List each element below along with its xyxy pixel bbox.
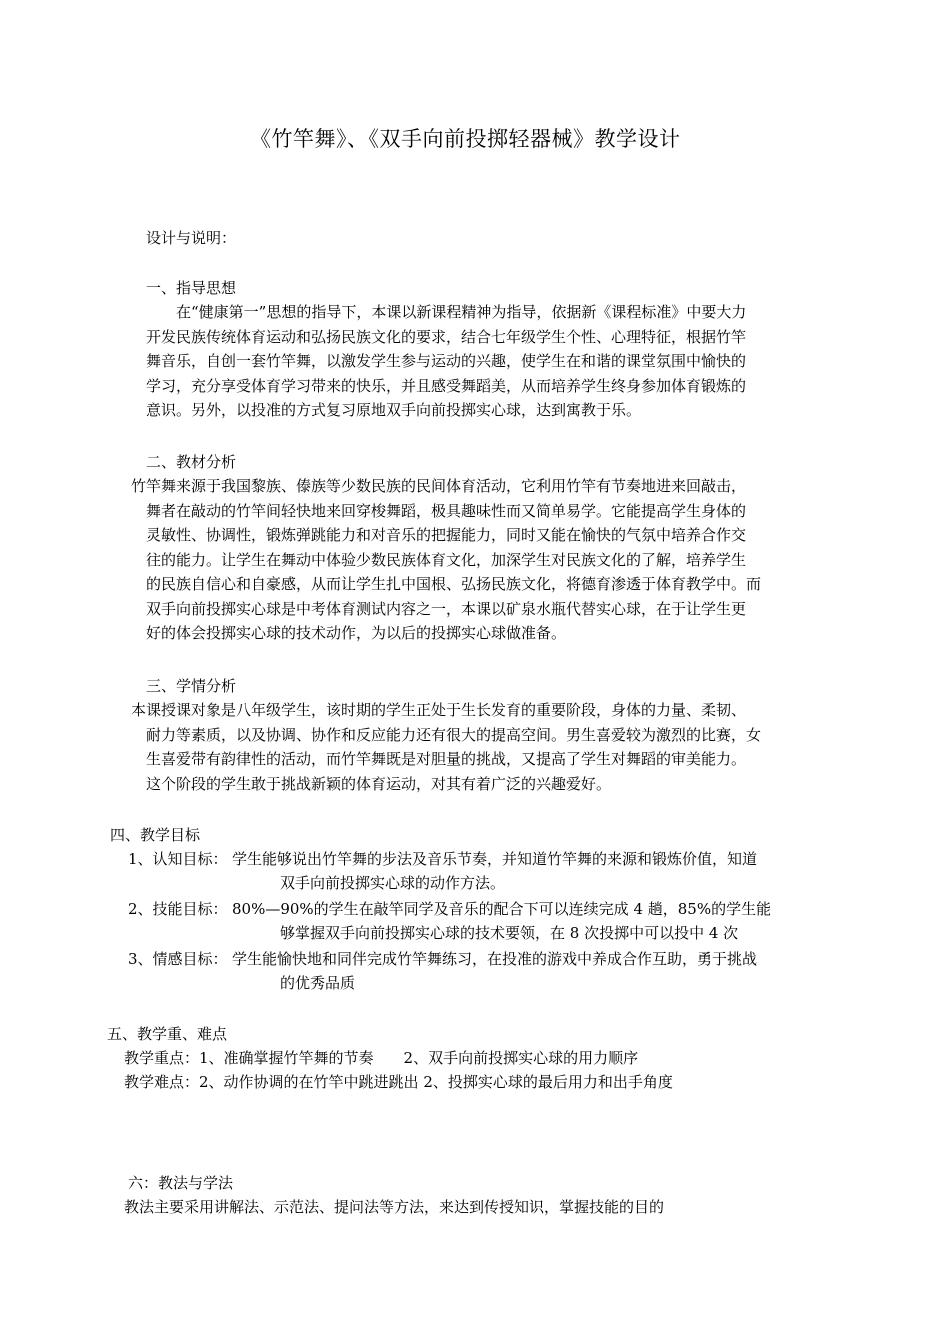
section-3-line: 这个阶段的学生敢于挑战新颖的体育运动，对其有着广泛的兴趣爱好。 xyxy=(146,774,612,793)
objective-emotion-text: 学生能愉快地和同伴完成竹竿舞练习，在投准的游戏中养成合作互助，勇于挑战 xyxy=(232,950,758,968)
objective-skill-label: 2、技能目标： xyxy=(128,900,228,918)
objective-skill-text: 80%—90%的学生在敲竿同学及音乐的配合下可以连续完成 4 趟，85%的学生能 xyxy=(232,900,772,918)
section-2-line: 灵敏性、协调性，锻炼弹跳能力和对音乐的把握能力，同时又能在愉快的气氛中培养合作交 xyxy=(146,526,747,544)
section-1-line: 开发民族传统体育运动和弘扬民族文化的要求，结合七年级学生个性、心理特征，根据竹竿 xyxy=(146,327,747,346)
page-title: 《竹竿舞》、《双手向前投掷轻器械》教学设计 xyxy=(250,127,681,151)
section-4-heading: 四、教学目标 xyxy=(110,826,201,844)
section-2-line: 的民族自信心和自豪感，从而让学生扎中国根、弘扬民族文化，将德育渗透于体育教学中。而 xyxy=(146,575,762,593)
section-2-heading: 二、教材分析 xyxy=(146,453,237,471)
key-points: 教学重点：1、准确掌握竹竿舞的节奏 2、双手向前投掷实心球的用力顺序 xyxy=(124,1049,639,1067)
section-2-line: 好的体会投掷实心球的技术动作，为以后的投掷实心球做准备。 xyxy=(146,624,567,642)
section-1-line: 意识。另外，以投准的方式复习原地双手向前投掷实心球，达到寓教于乐。 xyxy=(146,401,642,419)
section-2-line: 双手向前投掷实心球是中考体育测试内容之一，本课以矿泉水瓶代替实心球，在于让学生更 xyxy=(146,599,747,618)
section-1-line: 舞音乐，自创一套竹竿舞，以激发学生参与运动的兴趣，使学生在和谐的课堂氛围中愉快的 xyxy=(146,352,747,370)
intro-label: 设计与说明： xyxy=(146,229,237,247)
section-2-line: 舞者在敲动的竹竿间轻快地来回穿梭舞蹈，极具趣味性而又简单易学。它能提高学生身体的 xyxy=(146,501,747,520)
section-2-line: 往的能力。让学生在舞动中体验少数民族体育文化，加深学生对民族文化的了解，培养学生 xyxy=(146,550,747,569)
section-1-line: 在“健康第一”思想的指导下，本课以新课程精神为指导，依据新《课程标准》中要大力 xyxy=(176,303,747,321)
section-2-line: 竹竿舞来源于我国黎族、傣族等少数民族的民间体育活动，它利用竹竿有节奏地进来回敲击， xyxy=(131,477,747,495)
section-1-heading: 一、指导思想 xyxy=(146,279,237,297)
section-3-line: 本课授课对象是八年级学生，该时期的学生正处于生长发育的重要阶段，身体的力量、柔韧、 xyxy=(131,701,747,719)
section-3-heading: 三、学情分析 xyxy=(146,677,237,695)
objective-cognitive-label: 1、认知目标： xyxy=(128,850,228,868)
section-1-line: 学习，充分享受体育学习带来的快乐，并且感受舞蹈美，从而培养学生终身参加体育锻炼的 xyxy=(146,376,747,395)
objective-cognitive-text: 学生能够说出竹竿舞的步法及音乐节奏，并知道竹竿舞的来源和锻炼价值，知道 xyxy=(232,850,758,868)
section-3-line: 耐力等素质，以及协调、协作和反应能力还有很大的提高空间。男生喜爱较为激烈的比赛，女 xyxy=(146,725,762,744)
objective-skill-text-cont: 够掌握双手向前投掷实心球的技术要领，在 8 次投掷中可以投中 4 次 xyxy=(280,924,739,942)
difficult-points: 教学难点：2、动作协调的在竹竿中跳进跳出 2、投掷实心球的最后用力和出手角度 xyxy=(124,1073,673,1091)
objective-emotion-label: 3、情感目标： xyxy=(128,950,228,968)
objective-cognitive-text-cont: 双手向前投掷实心球的动作方法。 xyxy=(280,874,506,892)
section-6-heading: 六：教法与学法 xyxy=(128,1174,234,1192)
objective-emotion-text-cont: 的优秀品质 xyxy=(280,974,356,992)
section-5-heading: 五、教学重、难点 xyxy=(107,1025,228,1043)
section-3-line: 生喜爱带有韵律性的活动，而竹竿舞既是对胆量的挑战，又提高了学生对舞蹈的审美能力。 xyxy=(146,750,747,768)
section-6-line: 教法主要采用讲解法、示范法、提问法等方法，来达到传授知识，掌握技能的目的 xyxy=(124,1198,665,1216)
